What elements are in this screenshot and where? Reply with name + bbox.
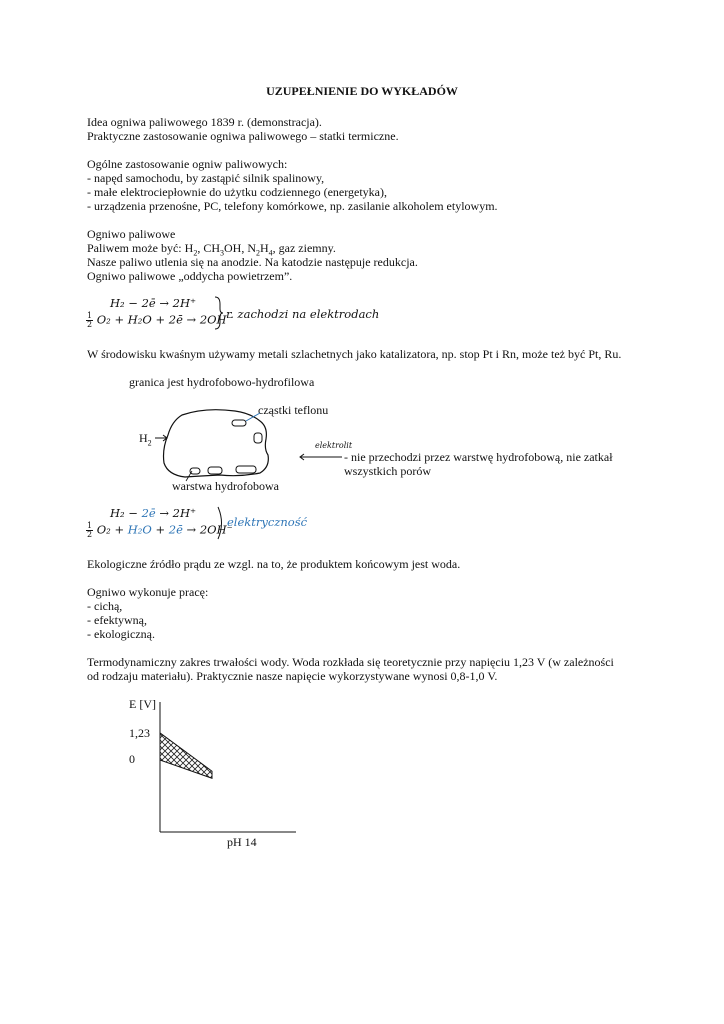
intro-line-1: Idea ogniwa paliwowego 1839 r. (demonstracja). [87, 115, 322, 129]
applications-item: - urządzenia przenośne, PC, telefony komórkowe, np. zasilanie alkoholem etylowym. [87, 199, 498, 213]
applications-item: - napęd samochodu, by zastąpić silnik spalinowy, [87, 171, 325, 185]
hydrophobic-layer-label: warstwa hydrofobowa [172, 479, 279, 493]
brace-1 [214, 296, 224, 330]
equation-cathode-2: $\frac{1}{2}$ O₂ + H₂O + 2ē → 2OH⁻ [87, 521, 233, 539]
ecology-note: Ekologiczne źródło prądu ze wzgl. na to, że produktem końcowym jest woda. [87, 557, 461, 571]
fraction-half: $\frac{1}{2}$ [87, 521, 93, 539]
boundary-label: granica jest hydrofobowo-hydrofilowa [129, 375, 315, 389]
teflon-particle [236, 466, 256, 473]
equation-cathode: $\frac{1}{2}$ O₂ + H₂O + 2ē → 2OH⁻ [87, 311, 233, 329]
electrolyte-label: elektrolit [315, 441, 353, 450]
teflon-particle [190, 468, 200, 474]
fuel-cell-line-3: Nasze paliwo utlenia się na anodzie. Na katodzie następuje redukcja. [87, 255, 418, 269]
electrolyte-note-1: - nie przechodzi przez warstwę hydrofobową, nie zatkał [344, 450, 613, 464]
fuels-line: Paliwem może być: $H_2$, $CH_3OH$, $N_2H_4$, gaz ziemny. [87, 241, 336, 258]
electricity-label: elektryczność [227, 515, 308, 529]
teflon-label: cząstki teflonu [258, 403, 329, 417]
y-tick-label: 0 [129, 752, 135, 766]
y-tick-label: 1,23 [129, 726, 150, 740]
stability-chart [150, 700, 300, 840]
catalyst-note: W środowisku kwaśnym używamy metali szlachetnych jako katalizatora, np. stop Pt i Rn, może też być Pt, Ru. [87, 347, 622, 361]
x-axis-label: pH 14 [227, 835, 257, 849]
work-item: - cichą, [87, 599, 123, 613]
electrolyte-arrow [298, 452, 344, 462]
electrolyte-note-2: wszystkich porów [344, 464, 431, 478]
teflon-particle [208, 467, 222, 474]
fuel-cell-line-4: Ogniwo paliwowe „oddycha powietrzem”. [87, 269, 293, 283]
applications-heading: Ogólne zastosowanie ogniw paliwowych: [87, 157, 288, 171]
intro-line-2: Praktyczne zastosowanie ogniwa paliwowego – statki termiczne. [87, 129, 399, 143]
thermo-line-2: od rodzaju materiału). Praktycznie nasze napięcie wykorzystywane wynosi 0,8-1,0 V. [87, 669, 498, 683]
work-item: - ekologiczną. [87, 627, 155, 641]
stability-band [160, 733, 212, 778]
paren-2 [216, 506, 226, 540]
y-axis-label: E [V] [129, 697, 156, 711]
fuel-cell-heading: Ogniwo paliwowe [87, 227, 176, 241]
equation-anode: H₂ − 2ē → 2H⁺ [110, 296, 197, 310]
applications-item: - małe elektrociepłownie do użytku codziennego (energetyka), [87, 185, 387, 199]
equation-anode-2: H₂ − 2ē → 2H⁺ [110, 506, 197, 520]
layer-leader [186, 471, 192, 481]
h2-label: $H_2$ [139, 431, 152, 448]
thermo-line-1: Termodynamiczny zakres trwałości wody. Woda rozkłada się teoretycznie przy napięciu 1,23 V (w zależności [87, 655, 614, 669]
teflon-particle [254, 433, 262, 443]
equation-note: r. zachodzi na elektrodach [226, 307, 380, 321]
page-title: UZUPEŁNIENIE DO WYKŁADÓW [266, 84, 458, 98]
work-item: - efektywną, [87, 613, 147, 627]
fraction-half: $\frac{1}{2}$ [87, 311, 93, 329]
teflon-particle [232, 420, 246, 426]
work-heading: Ogniwo wykonuje pracę: [87, 585, 209, 599]
electrode-drawing [150, 405, 280, 485]
